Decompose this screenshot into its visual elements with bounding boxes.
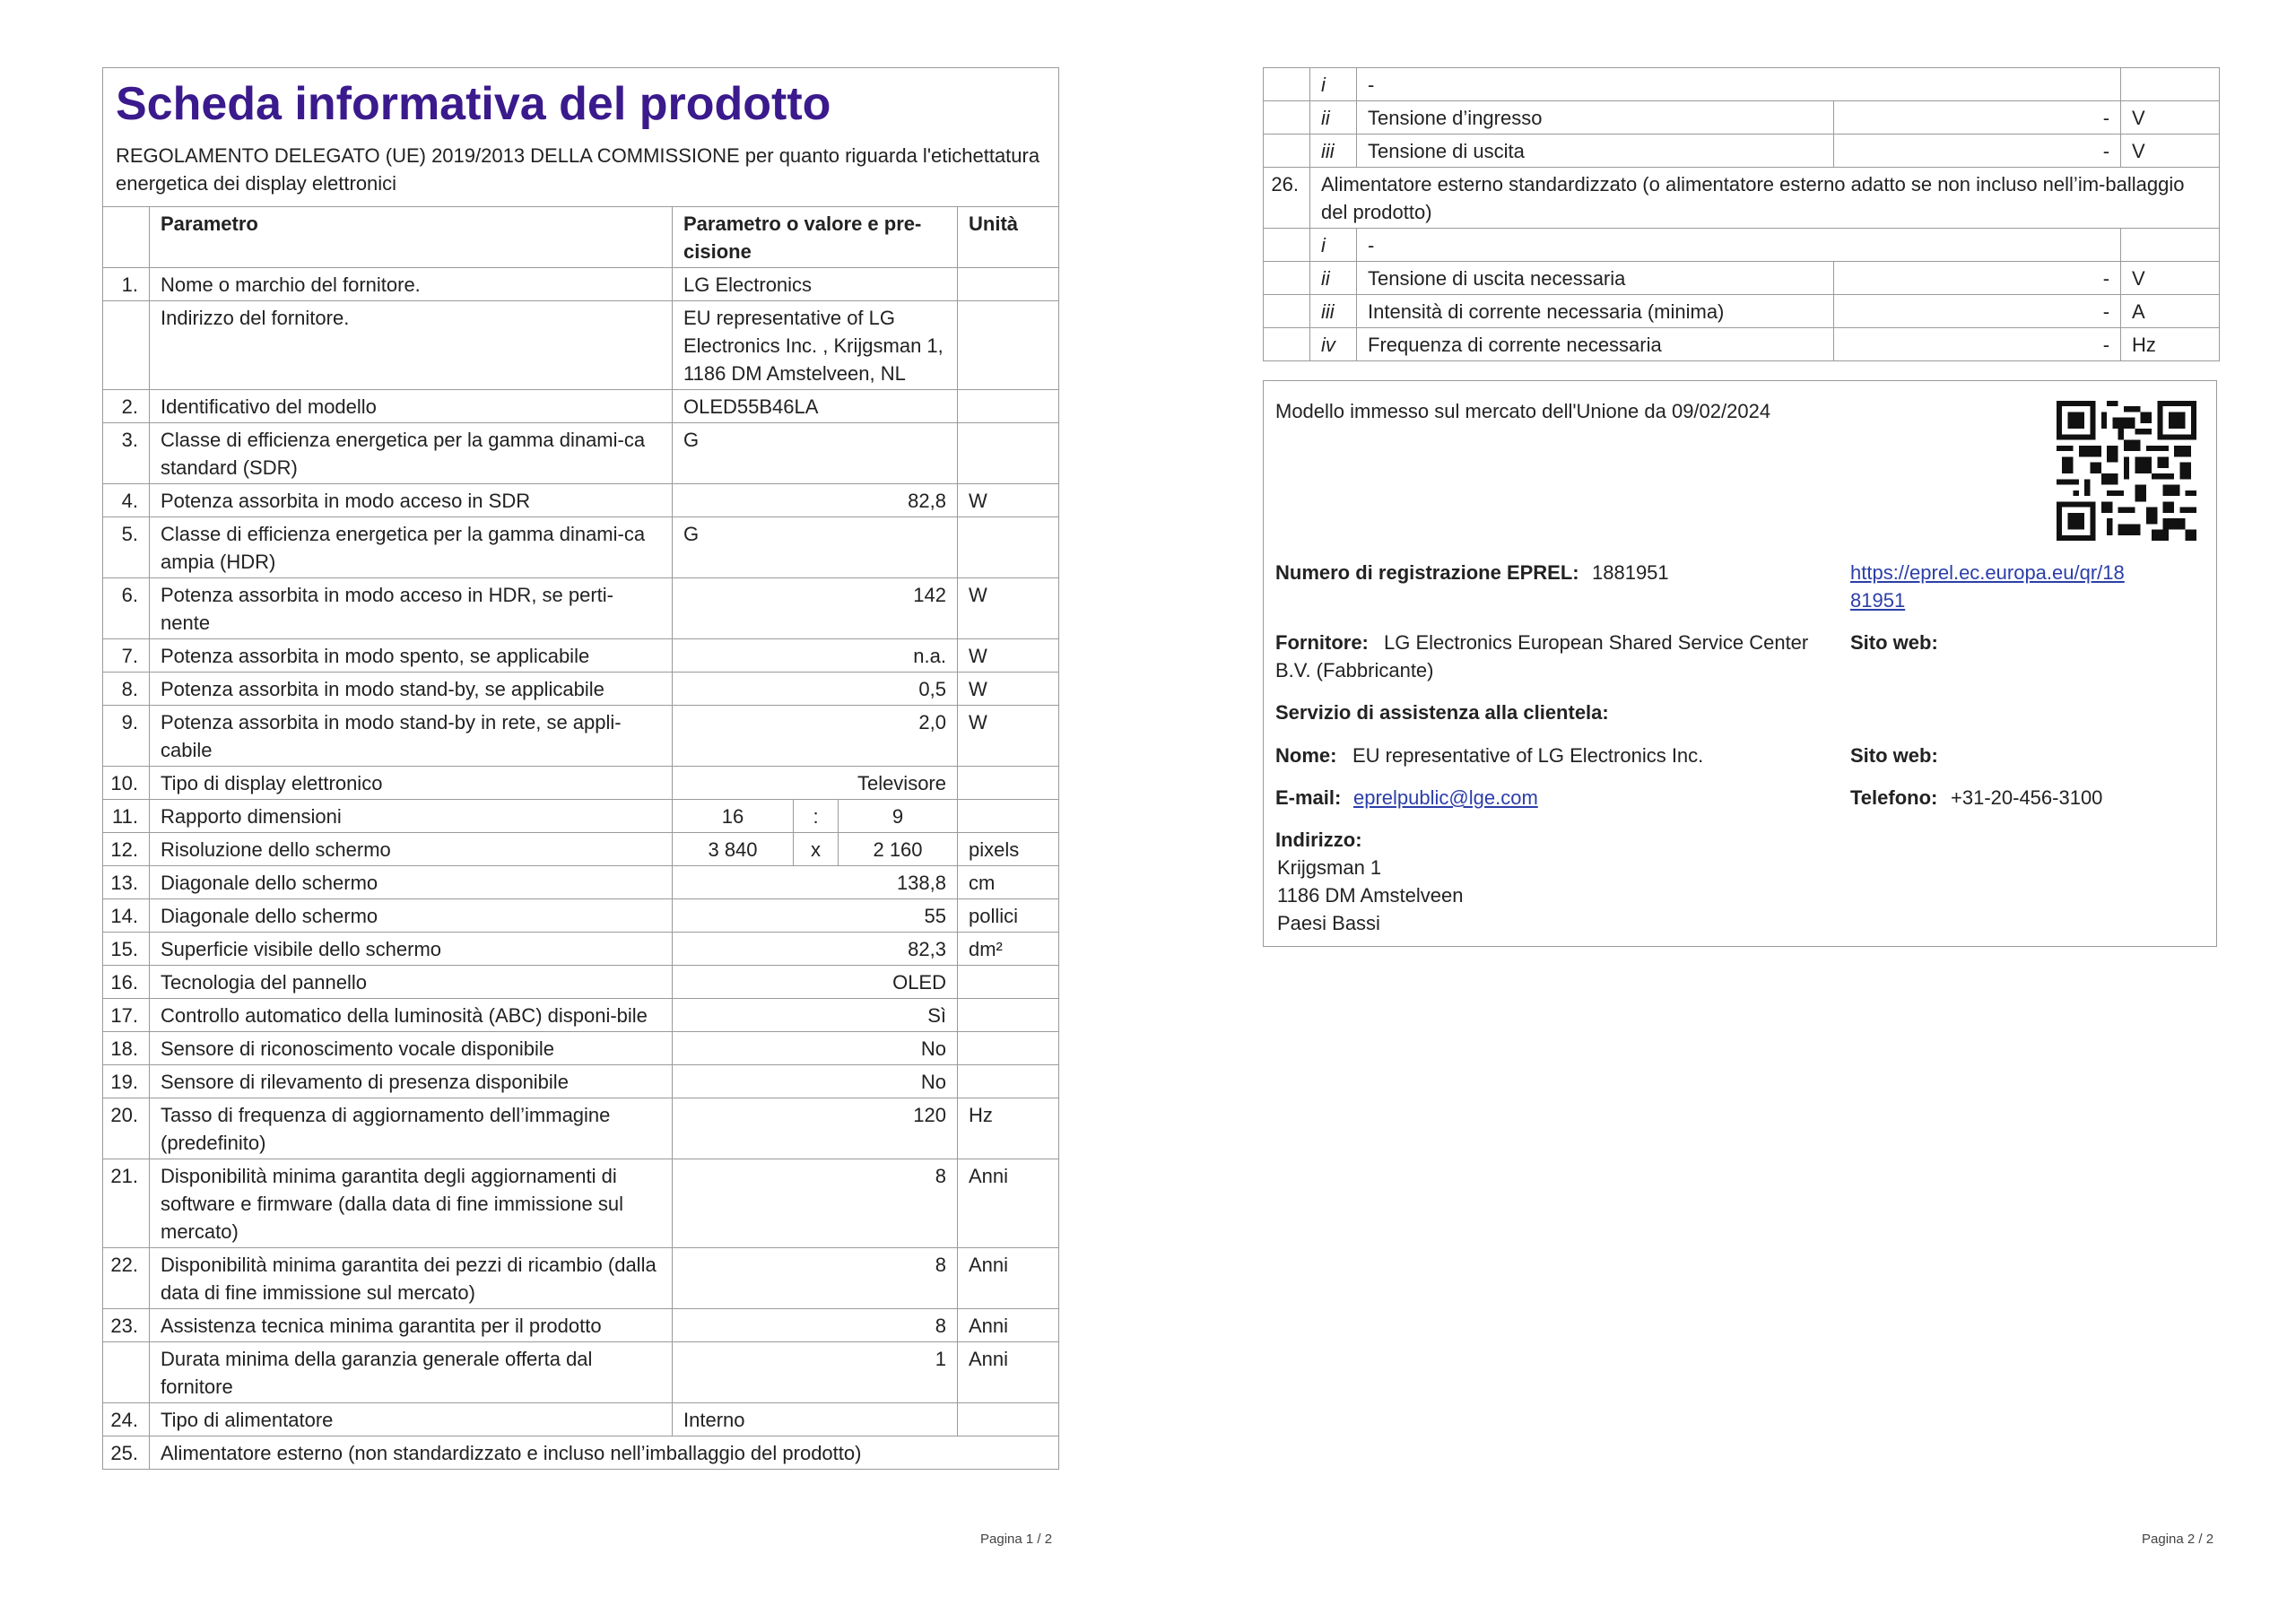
row-label: Tipo di display elettronico (150, 767, 673, 800)
table-row (1264, 328, 2220, 361)
row-unit: V (2121, 101, 2220, 135)
row-unit: Anni (958, 1159, 1059, 1248)
row-value: 8 (673, 1248, 958, 1309)
row-unit (958, 268, 1059, 301)
row-value: No (673, 1065, 958, 1098)
row-value: 120 (673, 1098, 958, 1159)
table-row (1264, 229, 2220, 262)
table-header-row (103, 207, 1059, 268)
row-unit: Anni (958, 1248, 1059, 1309)
row-label: Classe di efficienza energetica per la gamma dinami-ca ampia (HDR) (150, 517, 673, 578)
row-label: Tasso di frequenza di aggiornamento dell’immagine (predefinito) (150, 1098, 673, 1159)
row-value: Televisore (673, 767, 958, 800)
website-label-supplier: Sito web: (1850, 631, 1938, 654)
supplier-name-line-2: B.V. (Fabbricante) (1275, 659, 1434, 681)
row-label: Disponibilità minima garantita degli aggiornamenti di software e firmware (dalla data di fine immissione sul mercato) (150, 1159, 673, 1248)
row-label: Risoluzione dello schermo (150, 833, 673, 866)
row-number: 26. (1264, 168, 1310, 229)
row-unit: V (2121, 135, 2220, 168)
row-number: 3. (103, 423, 150, 484)
row-label: Sensore di rilevamento di presenza disponibile (150, 1065, 673, 1098)
row-unit: Anni (958, 1342, 1059, 1403)
table-row (103, 423, 1059, 484)
row-unit: W (958, 673, 1059, 706)
row-number: 14. (103, 899, 150, 933)
row-label: Identificativo del modello (150, 390, 673, 423)
row-value: 8 (673, 1159, 958, 1248)
market-date: Modello immesso sul mercato dell'Unione da 09/02/2024 (1275, 400, 1771, 422)
row-value: - (1834, 328, 2121, 361)
table-row (103, 1342, 1059, 1403)
row-number: 4. (103, 484, 150, 517)
row-unit: dm² (958, 933, 1059, 966)
row-unit (958, 800, 1059, 833)
phone-value: +31-20-456-3100 (1951, 786, 2103, 809)
header-unit: Unità (958, 207, 1059, 268)
row-number: 25. (103, 1436, 150, 1470)
row-value: G (673, 517, 958, 578)
row-value: EU representative of LG Electronics Inc. , Krijgsman 1, 1186 DM Amstelveen, NL (673, 301, 958, 390)
roman-index: ii (1310, 262, 1357, 295)
table-row (1264, 101, 2220, 135)
row-label: Tensione d’ingresso (1357, 101, 1834, 135)
row-unit (958, 517, 1059, 578)
supplier-label: Fornitore: (1275, 631, 1369, 654)
name-label: Nome: (1275, 744, 1337, 767)
row-number: 24. (103, 1403, 150, 1436)
row-unit: W (958, 578, 1059, 639)
address-line-3: Paesi Bassi (1277, 912, 1380, 934)
name-value: EU representative of LG Electronics Inc. (1352, 744, 1704, 767)
table-row (103, 268, 1059, 301)
row-number: 16. (103, 966, 150, 999)
row-value: OLED (673, 966, 958, 999)
row-label: Potenza assorbita in modo spento, se applicabile (150, 639, 673, 673)
row-label: Diagonale dello schermo (150, 899, 673, 933)
table-row (103, 1065, 1059, 1098)
ratio-separator: : (794, 800, 839, 833)
row-value: 8 (673, 1309, 958, 1342)
header-parameter: Parametro (150, 207, 673, 268)
customer-service-heading: Servizio di assistenza alla clientela: (1275, 701, 1609, 724)
row-unit: W (958, 484, 1059, 517)
row-label: Rapporto dimensioni (150, 800, 673, 833)
regulation-subtitle: REGOLAMENTO DELEGATO (UE) 2019/2013 DELLA COMMISSIONE per quanto riguarda l'etichettatura energetica dei display elettronici (116, 144, 1040, 195)
row-unit: Hz (958, 1098, 1059, 1159)
table-row (103, 639, 1059, 673)
table-row (103, 999, 1059, 1032)
row-unit (958, 301, 1059, 390)
row-unit: Anni (958, 1309, 1059, 1342)
table-row (103, 1248, 1059, 1309)
row-label: Assistenza tecnica minima garantita per il prodotto (150, 1309, 673, 1342)
row-unit (958, 999, 1059, 1032)
row-label: Potenza assorbita in modo stand-by in rete, se appli-cabile (150, 706, 673, 767)
row-label: Durata minima della garanzia generale offerta dal fornitore (150, 1342, 673, 1403)
roman-index: ii (1310, 101, 1357, 135)
eprel-link-line-2[interactable]: 81951 (1850, 589, 1906, 612)
roman-index: iii (1310, 135, 1357, 168)
row-label: Tipo di alimentatore (150, 1403, 673, 1436)
row-value: - (1834, 101, 2121, 135)
row-unit (958, 966, 1059, 999)
row-unit: A (2121, 295, 2220, 328)
row-value: - (1834, 262, 2121, 295)
row-value: G (673, 423, 958, 484)
resolution-separator: x (794, 833, 839, 866)
row-unit (958, 390, 1059, 423)
table-row (103, 1309, 1059, 1342)
table-row (1264, 135, 2220, 168)
row-unit: pixels (958, 833, 1059, 866)
qr-code-icon (2057, 401, 2196, 541)
table-row (103, 866, 1059, 899)
row-label: - (1357, 68, 2121, 101)
table-row (103, 517, 1059, 578)
resolution-height: 2 160 (839, 833, 958, 866)
address-label: Indirizzo: (1275, 829, 1362, 851)
roman-index: iv (1310, 328, 1357, 361)
row-number (103, 301, 150, 390)
page-number-1: Pagina 1 / 2 (980, 1532, 1053, 1547)
row-label: Potenza assorbita in modo stand-by, se applicabile (150, 673, 673, 706)
roman-index: i (1310, 68, 1357, 101)
ratio-width: 16 (673, 800, 794, 833)
row-label: Indirizzo del fornitore. (150, 301, 673, 390)
row-value: 55 (673, 899, 958, 933)
row-label: Tecnologia del pannello (150, 966, 673, 999)
row-unit: cm (958, 866, 1059, 899)
row-number: 18. (103, 1032, 150, 1065)
supplier-name-line-1: LG Electronics European Shared Service Center (1384, 631, 1809, 654)
table-row (103, 1403, 1059, 1436)
resolution-width: 3 840 (673, 833, 794, 866)
power-supply-table (1263, 67, 2220, 361)
table-row (103, 484, 1059, 517)
row-value: 82,8 (673, 484, 958, 517)
table-row (103, 933, 1059, 966)
supplier-info-box (1263, 380, 2217, 947)
row-label: - (1357, 229, 2121, 262)
row-label: Potenza assorbita in modo acceso in HDR, se perti-nente (150, 578, 673, 639)
row-number (103, 1342, 150, 1403)
row-value: Sì (673, 999, 958, 1032)
row-number: 7. (103, 639, 150, 673)
email-link[interactable]: eprelpublic@lge.com (1353, 786, 1538, 809)
table-row (103, 899, 1059, 933)
row-label: Alimentatore esterno (non standardizzato e incluso nell’imballaggio del prodotto) (150, 1436, 1059, 1470)
row-value: - (1834, 295, 2121, 328)
row-value: 1 (673, 1342, 958, 1403)
roman-index: iii (1310, 295, 1357, 328)
page-1 (102, 0, 1058, 1470)
row-label: Potenza assorbita in modo acceso in SDR (150, 484, 673, 517)
row-number: 10. (103, 767, 150, 800)
table-row (1264, 68, 2220, 101)
row-number: 8. (103, 673, 150, 706)
row-number: 13. (103, 866, 150, 899)
row-label: Frequenza di corrente necessaria (1357, 328, 1834, 361)
row-number: 22. (103, 1248, 150, 1309)
table-row (103, 673, 1059, 706)
phone-label: Telefono: (1850, 786, 1938, 809)
ratio-height: 9 (839, 800, 958, 833)
table-row (103, 833, 1059, 866)
row-number: 17. (103, 999, 150, 1032)
row-label: Disponibilità minima garantita dei pezzi di ricambio (dalla data di fine immissione sul mercato) (150, 1248, 673, 1309)
table-row (1264, 262, 2220, 295)
row-label: Alimentatore esterno standardizzato (o alimentatore esterno adatto se non incluso nell’im-ballaggio del prodotto) (1310, 168, 2220, 229)
table-row (1264, 295, 2220, 328)
row-value: 2,0 (673, 706, 958, 767)
row-unit (958, 1032, 1059, 1065)
table-row (103, 800, 1059, 833)
row-label: Diagonale dello schermo (150, 866, 673, 899)
row-number: 6. (103, 578, 150, 639)
email-label: E-mail: (1275, 786, 1342, 809)
row-unit (958, 423, 1059, 484)
table-row (103, 578, 1059, 639)
row-value: OLED55B46LA (673, 390, 958, 423)
header-value: Parametro o valore e pre-cisione (673, 207, 958, 268)
row-number: 19. (103, 1065, 150, 1098)
row-number: 2. (103, 390, 150, 423)
table-row (1264, 168, 2220, 229)
row-value: n.a. (673, 639, 958, 673)
address-line-1: Krijgsman 1 (1277, 856, 1382, 879)
website-label-service: Sito web: (1850, 744, 1938, 767)
table-row (103, 706, 1059, 767)
row-label: Classe di efficienza energetica per la gamma dinami-ca standard (SDR) (150, 423, 673, 484)
row-value: 82,3 (673, 933, 958, 966)
table-row (103, 301, 1059, 390)
row-number: 23. (103, 1309, 150, 1342)
row-number: 5. (103, 517, 150, 578)
table-row (103, 1098, 1059, 1159)
eprel-number: 1881951 (1592, 561, 1669, 584)
row-value: LG Electronics (673, 268, 958, 301)
table-row (103, 966, 1059, 999)
product-info-table (102, 67, 1059, 1470)
row-value: 142 (673, 578, 958, 639)
row-label: Nome o marchio del fornitore. (150, 268, 673, 301)
row-unit: Hz (2121, 328, 2220, 361)
page-title: Scheda informativa del prodotto (116, 78, 831, 130)
row-value: Interno (673, 1403, 958, 1436)
page-number-2: Pagina 2 / 2 (2142, 1532, 2214, 1547)
row-unit: W (958, 706, 1059, 767)
row-value: 138,8 (673, 866, 958, 899)
address-line-2: 1186 DM Amstelveen (1277, 884, 1464, 907)
row-unit (958, 1403, 1059, 1436)
eprel-link-line-1[interactable]: https://eprel.ec.europa.eu/qr/18 (1850, 561, 2125, 584)
row-number: 20. (103, 1098, 150, 1159)
table-row (103, 390, 1059, 423)
row-unit (958, 767, 1059, 800)
row-unit: W (958, 639, 1059, 673)
table-row (103, 1032, 1059, 1065)
roman-index: i (1310, 229, 1357, 262)
row-number: 11. (103, 800, 150, 833)
header-num (103, 207, 150, 268)
table-row (103, 1436, 1059, 1470)
row-value: - (1834, 135, 2121, 168)
row-value: 0,5 (673, 673, 958, 706)
row-label: Tensione di uscita necessaria (1357, 262, 1834, 295)
row-number: 1. (103, 268, 150, 301)
row-unit (958, 1065, 1059, 1098)
table-row (103, 1159, 1059, 1248)
title-cell (103, 68, 1059, 207)
eprel-label: Numero di registrazione EPREL: (1275, 561, 1579, 584)
row-label: Controllo automatico della luminosità (ABC) disponi-bile (150, 999, 673, 1032)
row-label: Intensità di corrente necessaria (minima) (1357, 295, 1834, 328)
row-number: 12. (103, 833, 150, 866)
table-row (103, 767, 1059, 800)
row-unit: V (2121, 262, 2220, 295)
row-label: Sensore di riconoscimento vocale disponibile (150, 1032, 673, 1065)
row-number: 9. (103, 706, 150, 767)
row-label: Tensione di uscita (1357, 135, 1834, 168)
row-value: No (673, 1032, 958, 1065)
row-label: Superficie visibile dello schermo (150, 933, 673, 966)
row-number: 15. (103, 933, 150, 966)
row-number: 21. (103, 1159, 150, 1248)
page-2 (1263, 0, 2219, 934)
row-unit: pollici (958, 899, 1059, 933)
